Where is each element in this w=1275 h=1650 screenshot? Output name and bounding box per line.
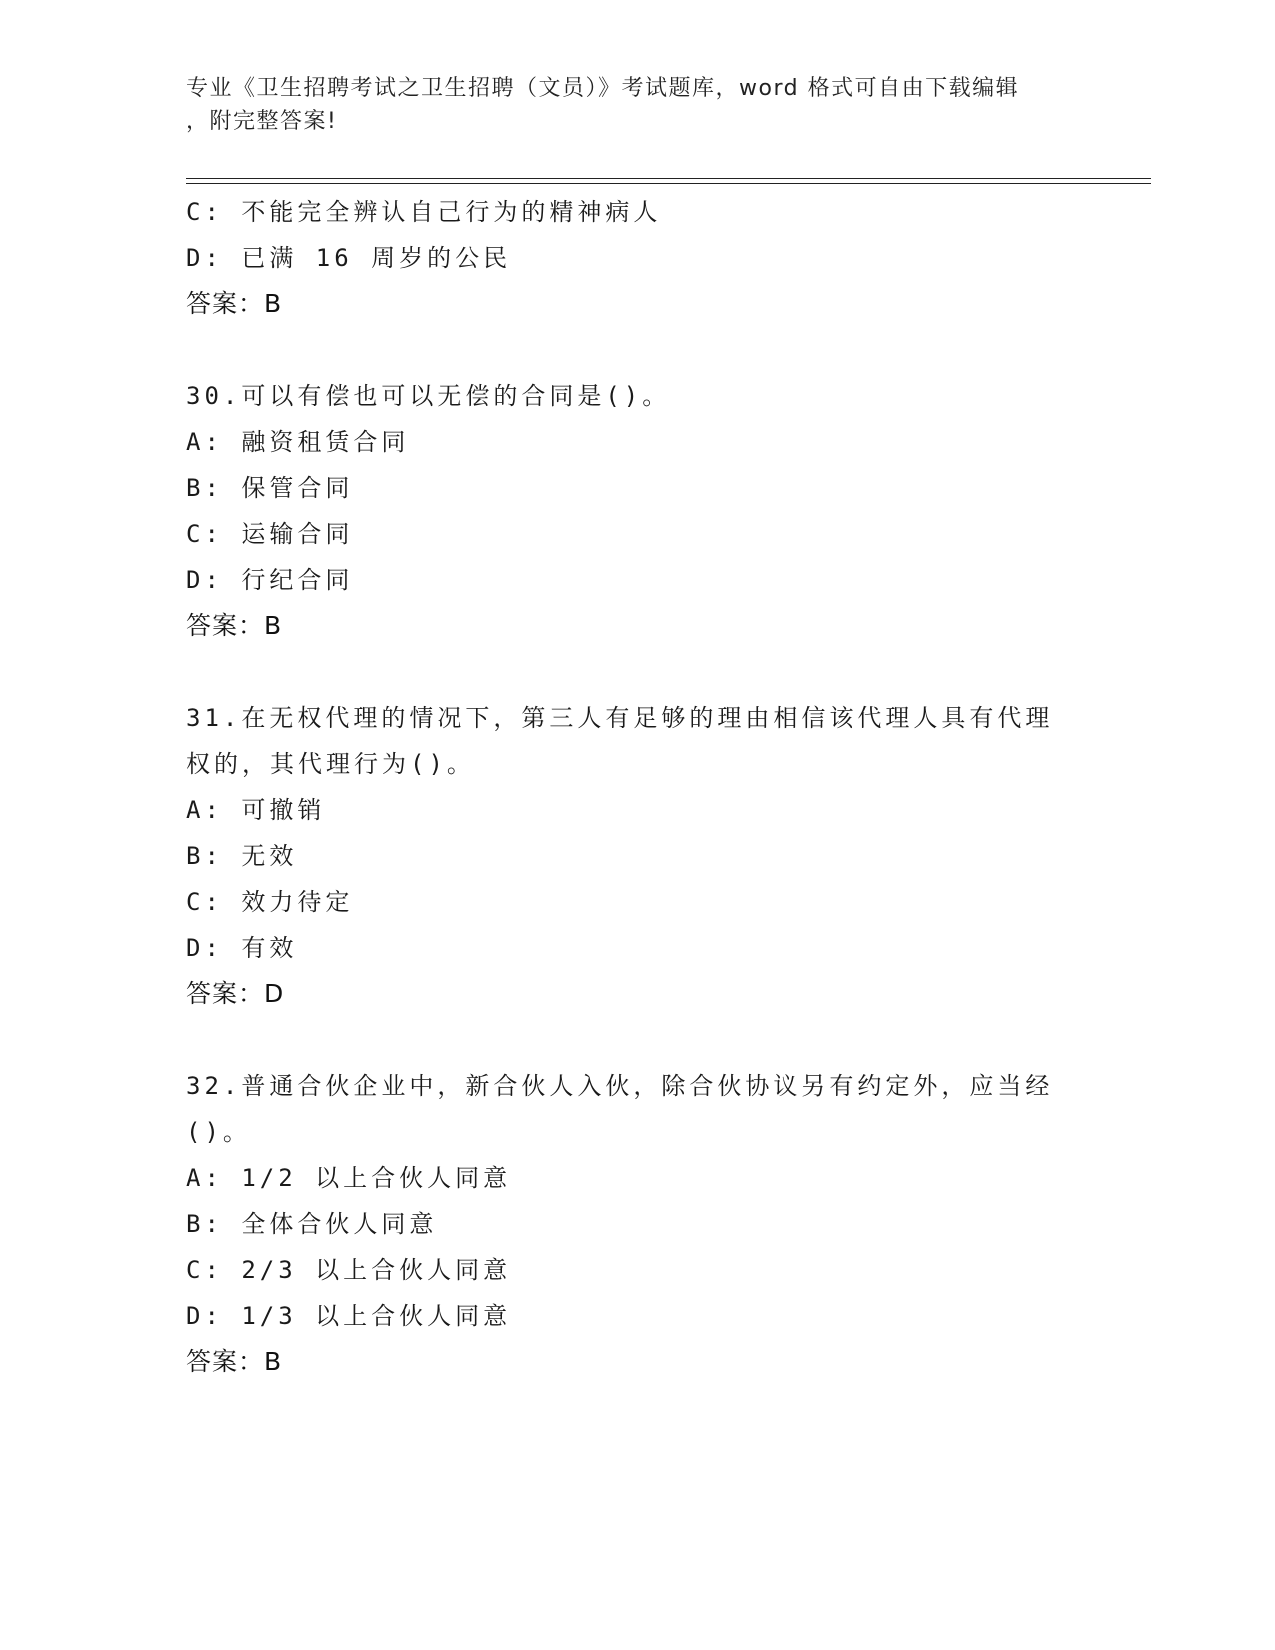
header-line-2: ，附完整答案! bbox=[186, 109, 338, 134]
option-c: C: 效力待定 bbox=[186, 888, 354, 916]
question-29-continued bbox=[186, 189, 1086, 327]
question-30 bbox=[186, 373, 1086, 649]
header-rule-top bbox=[186, 178, 1151, 179]
option-d: D: 有效 bbox=[186, 934, 298, 962]
answer-line: 答案：B bbox=[186, 1347, 283, 1376]
option-c: C: 2/3 以上合伙人同意 bbox=[186, 1256, 512, 1284]
header-rule-bottom bbox=[186, 183, 1151, 184]
question-text-line-2: ()。 bbox=[186, 1118, 251, 1146]
option-a: A: 1/2 以上合伙人同意 bbox=[186, 1164, 512, 1192]
option-b: B: 无效 bbox=[186, 842, 298, 870]
question-text: 30.可以有偿也可以无偿的合同是()。 bbox=[186, 382, 671, 410]
option-d: D: 1/3 以上合伙人同意 bbox=[186, 1302, 512, 1330]
answer-line: 答案：B bbox=[186, 289, 283, 318]
answer-line: 答案：D bbox=[186, 979, 285, 1008]
option-c: C: 运输合同 bbox=[186, 520, 354, 548]
question-list bbox=[186, 189, 1086, 1385]
option-d: D: 已满 16 周岁的公民 bbox=[186, 244, 512, 272]
option-d: D: 行纪合同 bbox=[186, 566, 354, 594]
answer-line: 答案：B bbox=[186, 611, 283, 640]
option-b: B: 全体合伙人同意 bbox=[186, 1210, 438, 1238]
question-text-line-2: 权的，其代理行为()。 bbox=[186, 750, 475, 778]
option-a: A: 融资租赁合同 bbox=[186, 428, 410, 456]
option-a: A: 可撤销 bbox=[186, 796, 326, 824]
question-text-line-1: 32.普通合伙企业中，新合伙人入伙，除合伙协议另有约定外，应当经 bbox=[186, 1072, 1054, 1100]
header-line-1: 专业《卫生招聘考试之卫生招聘（文员）》考试题库，word 格式可自由下载编辑 bbox=[186, 76, 1020, 101]
question-text-line-1: 31.在无权代理的情况下，第三人有足够的理由相信该代理人具有代理 bbox=[186, 704, 1054, 732]
document-header bbox=[186, 72, 1066, 138]
question-32 bbox=[186, 1063, 1086, 1385]
question-31 bbox=[186, 695, 1086, 1017]
option-c: C: 不能完全辨认自己行为的精神病人 bbox=[186, 198, 662, 226]
option-b: B: 保管合同 bbox=[186, 474, 354, 502]
